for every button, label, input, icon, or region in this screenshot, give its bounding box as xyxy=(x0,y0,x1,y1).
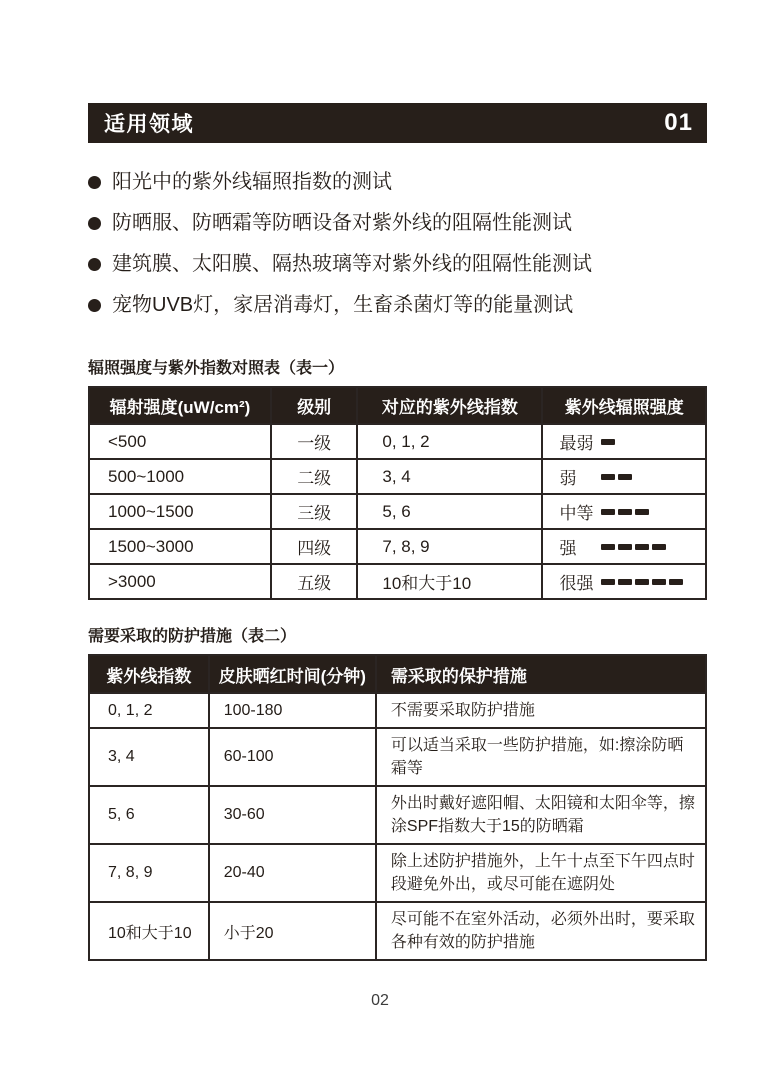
table-row xyxy=(89,459,706,494)
column-header: 需采取的保护措施 xyxy=(376,655,706,693)
table-cell: 三级 xyxy=(271,494,357,529)
list-item xyxy=(88,252,707,277)
uv-index-table xyxy=(88,386,707,600)
table-cell: 1000~1500 xyxy=(89,494,271,529)
table-row xyxy=(89,786,706,844)
intensity-bars xyxy=(601,544,666,550)
bar-dash-icon xyxy=(635,579,649,585)
table-cell: 0, 1, 2 xyxy=(89,693,209,728)
applicable-fields-list xyxy=(88,170,707,318)
table-row xyxy=(89,728,706,786)
list-item xyxy=(88,293,707,318)
table-cell: <500 xyxy=(89,424,271,459)
table-row xyxy=(89,564,706,599)
bullet-circle-icon xyxy=(88,176,101,189)
intensity-label: 弱 xyxy=(559,469,577,488)
bar-dash-icon xyxy=(652,579,666,585)
table-row xyxy=(89,494,706,529)
table-row xyxy=(89,529,706,564)
column-header: 对应的紫外线指数 xyxy=(357,387,542,424)
column-header: 级别 xyxy=(271,387,357,424)
bullet-text: 阳光中的紫外线辐照指数的测试 xyxy=(112,171,392,193)
bar-dash-icon xyxy=(652,544,666,550)
page-number: 02 xyxy=(371,992,389,1009)
intensity-bars xyxy=(601,439,615,445)
intensity-cell xyxy=(542,564,706,599)
bullet-circle-icon xyxy=(88,217,101,230)
bar-dash-icon xyxy=(601,474,615,480)
table-cell: 100-180 xyxy=(209,693,376,728)
section-title-bar xyxy=(88,103,707,143)
intensity-bars xyxy=(601,579,683,585)
table-cell: 外出时戴好遮阳帽、太阳镜和太阳伞等，擦涂SPF指数大于15的防晒霜 xyxy=(376,786,706,844)
table-cell: 尽可能不在室外活动，必须外出时，要采取各种有效的防护措施 xyxy=(376,902,706,960)
table-cell: 0, 1, 2 xyxy=(357,424,542,459)
table-row xyxy=(89,424,706,459)
table-row xyxy=(89,902,706,960)
table-cell: 60-100 xyxy=(209,728,376,786)
bullet-circle-icon xyxy=(88,299,101,312)
intensity-cell xyxy=(542,459,706,494)
intensity-bars xyxy=(601,509,649,515)
table-cell: 小于20 xyxy=(209,902,376,960)
table-cell: 可以适当采取一些防护措施，如:擦涂防晒霜等 xyxy=(376,728,706,786)
bar-dash-icon xyxy=(635,544,649,550)
table-header-row xyxy=(89,387,706,424)
bar-dash-icon xyxy=(601,544,615,550)
bar-dash-icon xyxy=(618,579,632,585)
page-content xyxy=(88,103,707,961)
intensity-cell xyxy=(542,529,706,564)
section-number: 01 xyxy=(664,109,693,136)
bar-dash-icon xyxy=(601,579,615,585)
column-header: 紫外线指数 xyxy=(89,655,209,693)
intensity-label: 最弱 xyxy=(559,434,594,453)
bullet-text: 宠物UVB灯，家居消毒灯，生畜杀菌灯等的能量测试 xyxy=(112,294,574,316)
bar-dash-icon xyxy=(618,544,632,550)
column-header: 紫外线辐照强度 xyxy=(542,387,706,424)
table-cell: 10和大于10 xyxy=(89,902,209,960)
section-title: 适用领域 xyxy=(104,113,194,136)
table1-title: 辐照强度与紫外指数对照表（表一） xyxy=(88,360,345,377)
table-cell: 7, 8, 9 xyxy=(89,844,209,902)
bullet-text: 防晒服、防晒霜等防晒设备对紫外线的阻隔性能测试 xyxy=(112,212,572,234)
bullet-text: 建筑膜、太阳膜、隔热玻璃等对紫外线的阻隔性能测试 xyxy=(112,253,592,275)
intensity-label: 强 xyxy=(559,539,577,558)
table-cell: 1500~3000 xyxy=(89,529,271,564)
table-cell: 30-60 xyxy=(209,786,376,844)
list-item xyxy=(88,170,707,195)
table-cell: 20-40 xyxy=(209,844,376,902)
table-cell: 3, 4 xyxy=(357,459,542,494)
bar-dash-icon xyxy=(601,439,615,445)
table-cell: 不需要采取防护措施 xyxy=(376,693,706,728)
table-cell: 5, 6 xyxy=(357,494,542,529)
table-cell: 7, 8, 9 xyxy=(357,529,542,564)
intensity-label: 中等 xyxy=(559,504,594,523)
table-cell: 五级 xyxy=(271,564,357,599)
bullet-circle-icon xyxy=(88,258,101,271)
table2-title: 需要采取的防护措施（表二） xyxy=(88,628,297,645)
intensity-bars xyxy=(601,474,632,480)
table-cell: 10和大于10 xyxy=(357,564,542,599)
bar-dash-icon xyxy=(635,509,649,515)
table-cell: 二级 xyxy=(271,459,357,494)
table-cell: 除上述防护措施外，上午十点至下午四点时段避免外出，或尽可能在遮阴处 xyxy=(376,844,706,902)
table2-body xyxy=(89,693,706,960)
column-header: 辐射强度(uW/cm²) xyxy=(89,387,271,424)
protection-measures-table xyxy=(88,654,707,961)
intensity-label: 很强 xyxy=(559,574,594,593)
table-row xyxy=(89,693,706,728)
bar-dash-icon xyxy=(669,579,683,585)
table-cell: 5, 6 xyxy=(89,786,209,844)
bar-dash-icon xyxy=(618,474,632,480)
bar-dash-icon xyxy=(618,509,632,515)
table-header-row xyxy=(89,655,706,693)
table-cell: >3000 xyxy=(89,564,271,599)
bar-dash-icon xyxy=(601,509,615,515)
table-cell: 500~1000 xyxy=(89,459,271,494)
intensity-cell xyxy=(542,424,706,459)
column-header: 皮肤晒红时间(分钟) xyxy=(209,655,376,693)
table-cell: 四级 xyxy=(271,529,357,564)
table-row xyxy=(89,844,706,902)
list-item xyxy=(88,211,707,236)
table-cell: 一级 xyxy=(271,424,357,459)
table1-body xyxy=(89,424,706,599)
intensity-cell xyxy=(542,494,706,529)
table-cell: 3, 4 xyxy=(89,728,209,786)
